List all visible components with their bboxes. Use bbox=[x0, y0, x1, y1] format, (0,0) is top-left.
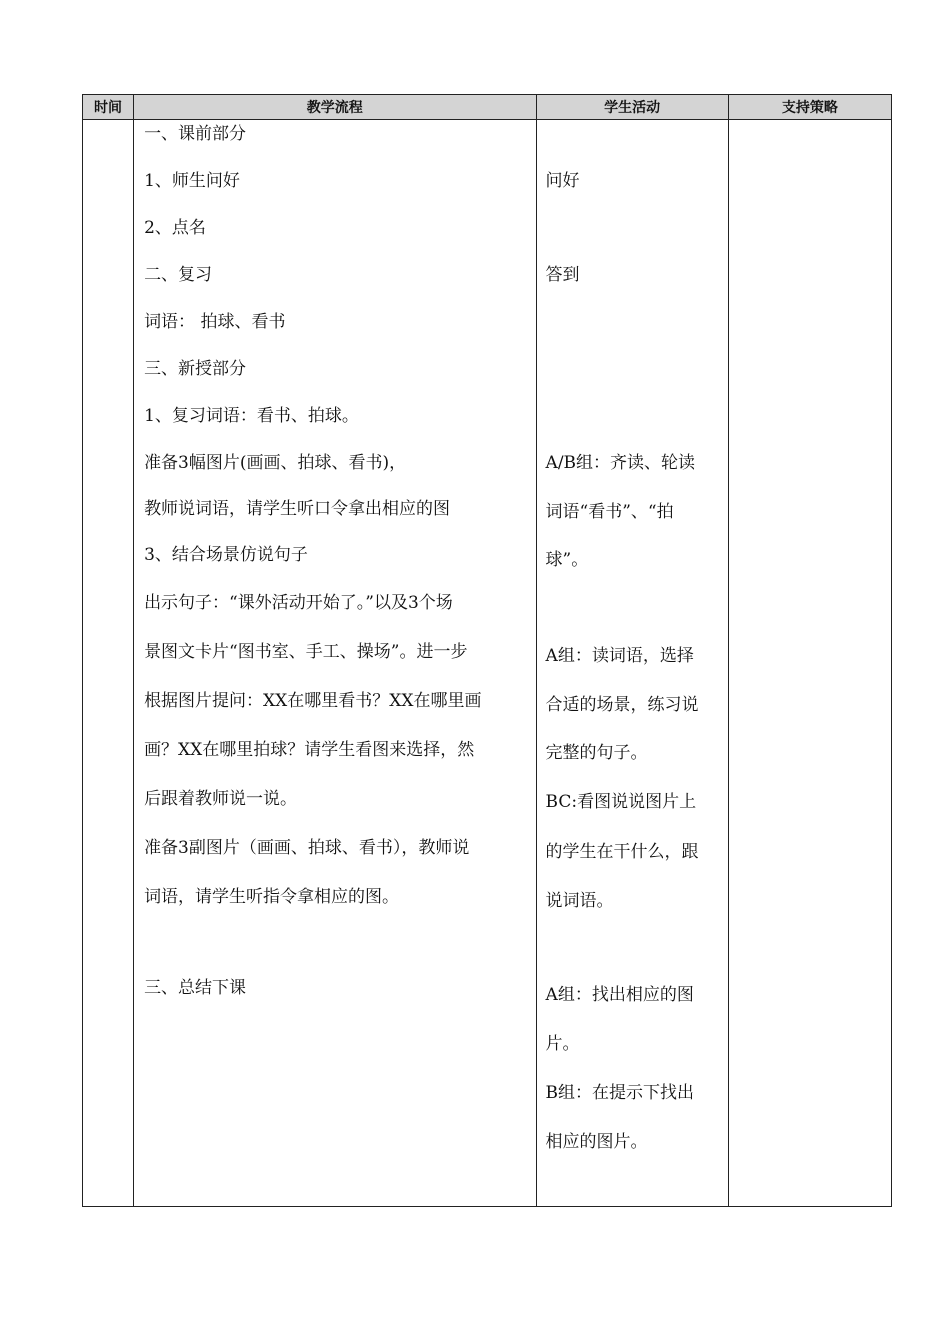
header-student-activity: 学生活动 bbox=[536, 95, 728, 120]
student-line: BC:看图说说图片上 bbox=[545, 792, 697, 812]
flow-line: 准备3副图片（画画、拍球、看书），教师说 bbox=[144, 838, 470, 858]
flow-line: 画？XX在哪里拍球？请学生看图来选择，然 bbox=[144, 740, 475, 760]
header-time: 时间 bbox=[83, 95, 134, 120]
student-line: A/B组：齐读、轮读 bbox=[545, 453, 696, 473]
header-teaching-flow: 教学流程 bbox=[134, 95, 536, 120]
flow-line: 二、复习 bbox=[144, 265, 213, 285]
flow-line: 景图文卡片“图书室、手工、操场”。进一步 bbox=[144, 642, 468, 662]
lesson-plan-table bbox=[82, 94, 892, 1207]
flow-line: 词语，请学生听指令拿相应的图。 bbox=[144, 887, 400, 907]
student-line: 球”。 bbox=[545, 550, 589, 570]
flow-line: 1、师生问好 bbox=[144, 171, 240, 191]
flow-line: 3、结合场景仿说句子 bbox=[144, 545, 308, 565]
student-line: 完整的句子。 bbox=[545, 743, 648, 763]
student-line: 相应的图片。 bbox=[545, 1132, 648, 1152]
student-line: A组：读词语，选择 bbox=[545, 646, 694, 666]
student-line: 答到 bbox=[545, 265, 580, 285]
student-activity-cell bbox=[536, 120, 728, 1207]
flow-line: 2、点名 bbox=[144, 218, 206, 238]
teaching-flow-cell bbox=[134, 120, 536, 1207]
flow-line: 根据图片提问：XX在哪里看书？XX在哪里画 bbox=[144, 691, 482, 711]
flow-line: 三、总结下课 bbox=[144, 978, 247, 998]
student-line: A组：找出相应的图 bbox=[545, 985, 694, 1005]
student-line: 片。 bbox=[545, 1034, 580, 1054]
header-row bbox=[83, 95, 892, 120]
flow-line: 后跟着教师说一说。 bbox=[144, 789, 298, 809]
flow-line: 1、复习词语：看书、拍球。 bbox=[144, 406, 359, 426]
flow-line: 词语： 拍球、看书 bbox=[144, 312, 286, 332]
content-row bbox=[83, 120, 892, 1207]
flow-line: 教师说词语，请学生听口令拿出相应的图 bbox=[144, 499, 451, 519]
flow-line: 出示句子：“课外活动开始了。”以及3个场 bbox=[144, 593, 453, 613]
student-line: 词语“看书”、“拍 bbox=[545, 502, 674, 522]
student-line: 说词语。 bbox=[545, 891, 614, 911]
student-line: B组：在提示下找出 bbox=[545, 1083, 695, 1103]
student-line: 问好 bbox=[545, 171, 580, 191]
student-line: 合适的场景，练习说 bbox=[545, 695, 699, 715]
flow-line: 一、课前部分 bbox=[144, 124, 247, 144]
support-strategy-cell bbox=[728, 120, 891, 1207]
flow-line: 准备3幅图片(画画、拍球、看书)， bbox=[144, 453, 407, 473]
student-line: 的学生在干什么，跟 bbox=[545, 842, 699, 862]
header-support-strategy: 支持策略 bbox=[728, 95, 891, 120]
time-cell bbox=[83, 120, 134, 1207]
flow-line: 三、新授部分 bbox=[144, 359, 247, 379]
